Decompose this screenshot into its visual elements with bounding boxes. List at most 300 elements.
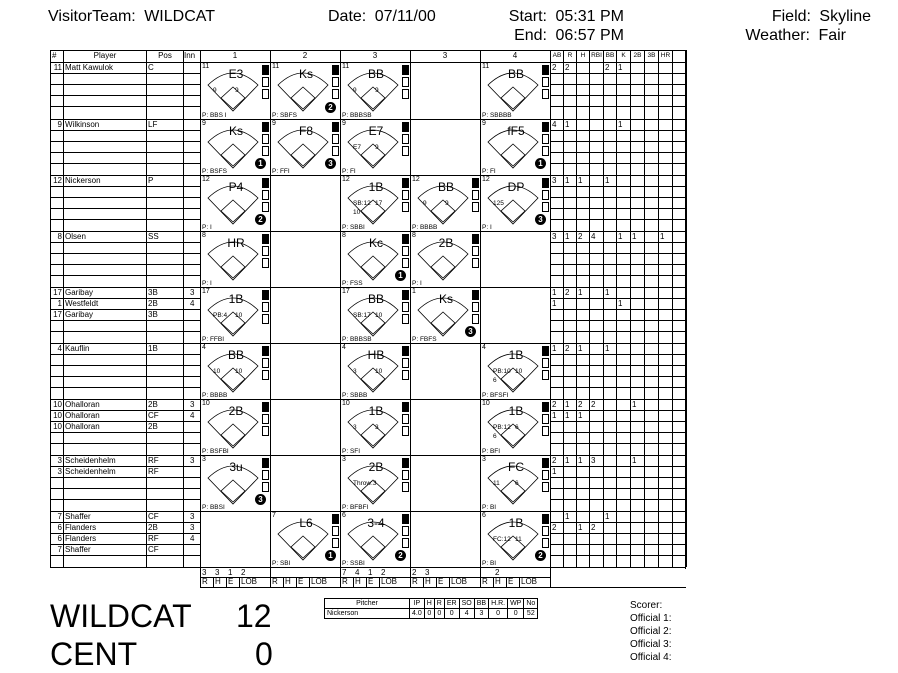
date-value: 07/11/00 [374,8,436,25]
at-bat-number: 6 [482,512,486,519]
player-stat: 1 [618,63,623,72]
infield-diamond [291,144,315,166]
inning-total-value: 2 [412,568,417,577]
at-bat-box[interactable] [341,288,410,343]
player-name: Ohalloran [65,422,100,431]
player-name: Scheidenhelm [65,467,116,476]
player-name: Flanders [65,523,97,532]
player-stat: 1 [660,232,665,241]
grid-line [550,544,686,545]
at-bat-box[interactable] [341,232,410,287]
at-bat-number: 17 [342,288,350,295]
at-bat-box[interactable] [481,344,550,399]
pitcher-table-cell: 4 [459,609,474,619]
grid-line [493,577,494,587]
infield-diamond [431,312,455,334]
at-bat-note: FC:12 [493,536,511,543]
player-position: RF [148,456,159,465]
at-bat-box[interactable] [271,512,340,567]
grid-line [50,376,200,377]
player-number: 10 [53,422,62,431]
inning-total-label: H [355,577,361,586]
col-header-inning: 1 [232,51,238,60]
player-number: 7 [57,512,62,521]
player-number: 3 [57,456,62,465]
base-marker [542,89,549,99]
player-stat: 1 [618,232,623,241]
base-marker [262,202,269,212]
player-name: Shaffer [65,512,91,521]
at-bat-box[interactable] [481,63,550,119]
infield-diamond [501,87,525,109]
player-number: 4 [57,344,62,353]
at-bat-box[interactable] [201,400,270,455]
at-bat-number: 3 [482,456,486,463]
base-marker [402,458,409,468]
player-stat: 4 [552,120,557,129]
pitch-sequence: P: FFBI [202,336,225,343]
col-header-stat: H [580,52,586,59]
at-bat-number: 12 [202,176,210,183]
player-number: 11 [53,63,62,72]
infield-diamond [221,200,245,222]
grid-line [283,577,284,587]
at-bat-result: DP [507,180,525,194]
at-bat-box[interactable] [411,288,480,343]
player-stat: 1 [565,232,570,241]
grid-line [270,567,271,587]
at-bat-box[interactable] [481,512,550,567]
grid-line [50,443,200,444]
grid-line [550,331,686,332]
player-stat: 2 [552,63,557,72]
grid-line [50,152,200,153]
player-position: 1B [148,344,158,353]
base-marker [262,302,269,312]
base-marker [472,190,479,200]
base-marker [542,470,549,480]
base-marker [542,190,549,200]
inning-total-value: 3 [215,568,220,577]
base-marker [262,178,269,188]
pitcher-table-header-cell: Pitcher [325,599,410,609]
at-bat-box[interactable] [341,63,410,119]
player-stat: 1 [618,120,623,129]
player-inning: 4 [190,411,195,420]
grid-line [550,443,686,444]
base-marker [332,538,339,548]
at-bat-result: E3 [228,67,244,81]
at-bat-box[interactable] [481,176,550,231]
grid-line [50,208,200,209]
player-name: Garibay [65,310,94,319]
at-bat-number: 9 [482,120,486,127]
grid-line [436,577,437,587]
pitch-sequence: P: I [202,224,212,231]
player-position: CF [148,545,159,554]
grid-line [239,577,240,587]
base-marker [262,290,269,300]
out-number-badge: 2 [535,550,546,561]
at-bat-note: 9 [213,87,217,94]
at-bat-number: 11 [272,63,280,70]
inning-total-label: R [412,577,418,586]
at-bat-box[interactable] [271,63,340,119]
player-stat: 1 [605,512,610,521]
at-bat-note: 9 [375,144,379,151]
at-bat-number: 9 [272,120,276,127]
base-marker [332,526,339,536]
scorecard-grid [50,50,686,587]
player-stat: 3 [552,176,557,185]
base-marker [472,202,479,212]
at-bat-result: 3-4 [367,516,385,530]
grid-line [550,533,686,534]
base-marker [402,122,409,132]
col-header-inn: Inn [184,51,196,60]
at-bat-box[interactable] [411,232,480,287]
at-bat-result: 1B [508,404,524,418]
pitch-sequence: P: I [202,280,212,287]
at-bat-result: fF5 [507,124,525,138]
at-bat-number: 1 [412,288,416,295]
player-name: Garibay [65,288,94,297]
base-marker [402,370,409,380]
player-stat: 2 [552,523,557,532]
player-stat: 1 [578,288,583,297]
at-bat-note: 17 [375,200,383,207]
inning-total-label: H [215,577,221,586]
at-bat-note: 6 [493,433,497,440]
at-bat-note: 3 [375,424,379,431]
pitch-sequence: P: SBBBB [482,112,512,119]
player-stat: 1 [552,411,557,420]
base-marker [542,77,549,87]
end-value: 06:57 PM [555,27,624,44]
at-bat-note: 3 [353,368,357,375]
inning-total-label: H [495,577,501,586]
at-bat-note: PB:12 [493,424,511,431]
at-bat-result: Ks [228,124,243,138]
base-marker [262,402,269,412]
player-name: Matt Kawulok [65,63,114,72]
at-bat-note: 9 [353,87,357,94]
grid-line [550,95,686,96]
player-number: 7 [57,545,62,554]
team2-name: CENT [50,636,138,672]
grid-line [550,141,686,142]
base-marker [402,514,409,524]
out-number-badge: 1 [535,158,546,169]
base-marker [542,414,549,424]
inning-total-label: E [438,577,444,586]
player-stat: 1 [578,456,583,465]
player-inning: 3 [190,512,195,521]
pitch-sequence: P: BSFBI [202,448,229,455]
pitcher-table-header-cell: WP [508,599,524,609]
grid-line [50,197,200,198]
at-bat-box[interactable] [201,63,270,119]
grid-line [50,186,200,187]
grid-line [550,264,686,265]
at-bat-result: BB [437,180,454,194]
at-bat-box[interactable] [341,176,410,231]
base-marker [262,65,269,75]
at-bat-number: 4 [202,344,206,351]
base-marker [402,358,409,368]
grid-line [550,387,686,388]
pitch-sequence: P: SBFS [272,112,297,119]
inning-total-label: LOB [241,577,258,586]
inning-total-label: E [298,577,304,586]
grid-line [50,275,200,276]
at-bat-note: 125 [493,200,504,207]
pitcher-table-cell: 0 [444,609,459,619]
at-bat-box[interactable] [201,456,270,511]
grid-line [200,567,201,587]
player-stat: 1 [565,400,570,409]
player-stat: 2 [565,344,570,353]
col-header-stat: HR [660,52,671,59]
col-header-stat: AB [552,52,562,59]
player-stat: 2 [552,456,557,465]
grid-line [550,376,686,377]
col-header-stat: BB [605,52,615,59]
at-bat-box[interactable] [411,176,480,231]
grid-line [296,577,297,587]
base-marker [402,290,409,300]
base-marker [332,122,339,132]
at-bat-box[interactable] [341,344,410,399]
at-bat-box[interactable] [201,344,270,399]
base-marker [542,122,549,132]
pitch-sequence: P: BFBFI [342,504,369,511]
grid-line [550,555,686,556]
at-bat-result: P4 [228,180,244,194]
player-position: RF [148,534,159,543]
grid-line [50,387,200,388]
at-bat-box[interactable] [271,120,340,175]
pitcher-table-header-cell: IP [410,599,425,609]
player-number: 3 [57,467,62,476]
pitcher-table-cell: 0 [434,609,444,619]
at-bat-box[interactable] [341,456,410,511]
team1-score: 12 [236,598,272,634]
date-line [328,8,436,26]
player-number: 8 [57,232,62,241]
pitch-sequence: P: FI [342,168,356,175]
player-name: Scheidenhelm [65,456,116,465]
player-position: 2B [148,523,158,532]
grid-line [550,365,686,366]
at-bat-note: 10 [375,368,383,375]
inning-total-value: 4 [355,568,360,577]
player-position: 2B [148,299,158,308]
grid-line [50,106,200,107]
player-stat: 3 [552,232,557,241]
at-bat-note: 9 [235,87,239,94]
inning-total-label: H [285,577,291,586]
base-marker [332,65,339,75]
at-bat-number: 8 [202,232,206,239]
at-bat-box[interactable] [341,120,410,175]
inning-total-label: LOB [381,577,398,586]
at-bat-result: 2B [368,460,384,474]
at-bat-box[interactable] [341,400,410,455]
grid-line [550,130,686,131]
at-bat-note: 10 [353,209,361,216]
infield-diamond [361,536,385,558]
player-stat: 1 [605,288,610,297]
base-marker [332,514,339,524]
base-marker [402,134,409,144]
player-stat: 3 [591,456,596,465]
pitcher-table-row [325,609,538,619]
pitch-sequence: P: FSS [342,280,363,287]
grid-line [550,242,686,243]
grid-line [50,84,200,85]
grid-line [50,488,200,489]
inning-total-label: E [228,577,234,586]
player-number: 12 [53,176,62,185]
base-marker [402,77,409,87]
at-bat-box[interactable] [481,120,550,175]
scorer-label: Scorer: [630,600,663,611]
at-bat-result: 1B [508,348,524,362]
base-marker [542,526,549,536]
at-bat-number: 9 [342,120,346,127]
player-stat: 2 [565,63,570,72]
at-bat-result: BB [367,67,384,81]
base-marker [402,538,409,548]
grid-line [550,421,686,422]
at-bat-number: 11 [482,63,490,70]
inning-total-value: 3 [425,568,430,577]
player-stat: 1 [565,456,570,465]
base-marker [542,134,549,144]
weather-value: Fair [818,27,846,44]
at-bat-number: 11 [202,63,210,70]
inning-total-label: R [202,577,208,586]
grid-line [550,320,686,321]
base-marker [262,146,269,156]
grid-line [550,208,686,209]
inning-total-label: R [272,577,278,586]
at-bat-box[interactable] [481,456,550,511]
base-marker [542,178,549,188]
base-marker [402,402,409,412]
at-bat-number: 4 [482,344,486,351]
at-bat-box[interactable] [201,120,270,175]
base-marker [262,134,269,144]
at-bat-number: 8 [412,232,416,239]
at-bat-number: 12 [342,176,350,183]
player-stat: 1 [632,400,637,409]
col-header-pos: Pos [158,51,172,60]
grid-line [50,141,200,142]
grid-line [50,499,200,500]
infield-diamond [431,200,455,222]
at-bat-number: 12 [482,176,490,183]
at-bat-note: 9 [423,200,427,207]
at-bat-box[interactable] [481,400,550,455]
out-number-badge: 2 [255,214,266,225]
at-bat-box[interactable] [201,288,270,343]
at-bat-result: E7 [368,124,384,138]
col-header-player: Player [93,51,117,60]
grid-line [50,477,200,478]
grid-line [410,567,411,587]
at-bat-box[interactable] [201,232,270,287]
player-stat: 1 [552,467,557,476]
base-marker [402,178,409,188]
base-marker [472,314,479,324]
visitor-team: WILDCAT [144,8,215,25]
pitch-sequence: P: BI [482,560,497,567]
base-marker [262,470,269,480]
pitcher-table-header-cell: BB [474,599,488,609]
grid-line [50,163,200,164]
inning-total-value: 2 [381,568,386,577]
base-marker [472,246,479,256]
at-bat-result: Ks [298,67,313,81]
pitcher-table-header-cell: R [434,599,444,609]
pitch-sequence: P: FFI [272,168,290,175]
player-number: 17 [53,288,62,297]
at-bat-note: SB:17 [353,312,371,319]
inning-total-value: 7 [342,568,347,577]
start-value: 05:31 PM [555,8,624,25]
inning-total-label: LOB [451,577,468,586]
at-bat-number: 3 [342,456,346,463]
player-stat: 2 [565,288,570,297]
at-bat-box[interactable] [201,176,270,231]
pitcher-table-cell: 4.0 [410,609,425,619]
player-position: RF [148,467,159,476]
grid-line [550,499,686,500]
at-bat-note: 9 [445,200,449,207]
date-label: Date: [328,8,367,25]
grid-line [686,50,687,567]
player-position: C [148,63,154,72]
at-bat-note: Throw:3 [353,480,377,487]
at-bat-note: PB:10 [493,368,511,375]
at-bat-box[interactable] [341,512,410,567]
team2-score: 0 [255,636,273,672]
player-stat: 1 [605,176,610,185]
grid-line [50,95,200,96]
player-position: LF [148,120,158,129]
at-bat-note: 10 [235,312,243,319]
base-marker [402,258,409,268]
player-number: 1 [57,299,62,308]
infield-diamond [361,256,385,278]
player-name: Nickerson [65,176,101,185]
base-marker [472,302,479,312]
infield-diamond [221,87,245,109]
base-marker [402,190,409,200]
player-position: 3B [148,310,158,319]
base-marker [402,526,409,536]
inning-total-label: R [342,577,348,586]
at-bat-result: HR [227,236,245,250]
base-marker [542,370,549,380]
base-marker [472,234,479,244]
inning-total-label: R [482,577,488,586]
player-stat: 1 [552,344,557,353]
pitcher-table-header-cell: SO [459,599,474,609]
base-marker [402,65,409,75]
